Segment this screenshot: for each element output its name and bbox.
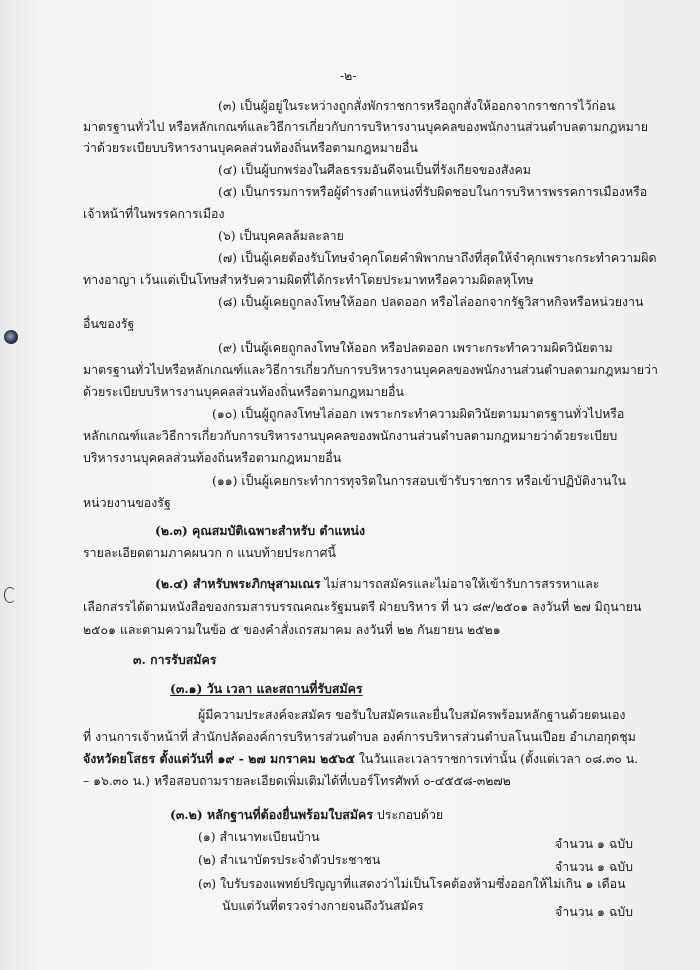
section-3-1-line-3-rest: ในวันและเวลาราชการเท่านั้น (ตั้งแต่เวลา ๐๘.๓๐ น. [354,751,639,766]
doc-item-1-label: (๑) สำเนาทะเบียนบ้าน [198,829,320,844]
section-3-2-heading-rest: ประกอบด้วย [372,807,444,822]
section-3-2-line-1 [170,807,443,823]
section-3-1-line-3 [83,751,638,767]
doc-item-2-copies: จำนวน ๑ ฉบับ [555,859,634,874]
section-3-1-line-1: ผู้มีความประสงค์จะสมัคร ขอรับใบสมัครและยื่นใบสมัครพร้อมหลักฐานด้วยตนเอง [198,707,626,722]
doc-item-3-copies: จำนวน ๑ ฉบับ [555,904,634,919]
item-5-line-2: เจ้าหน้าที่ในพรรคการเมือง [83,206,225,221]
item-6-line-1: (๖) เป็นบุคคลล้มละลาย [218,228,344,243]
item-3-line-1: (๓) เป็นผู้อยู่ในระหว่างถูกสั่งพักราชการหรือถูกสั่งให้ออกจากราชการไว้ก่อน [218,98,615,113]
item-9-line-3: ด้วยระเบียบบริหารงานบุคคลส่วนท้องถิ่นหรือตามกฎหมายอื่น [83,384,404,399]
section-2-3-body: รายละเอียดตามภาคผนวก ก แนบท้ายประกาศนี้ [83,545,336,560]
section-2-4-line-1-rest: ไม่สามารถสมัครและไม่อาจให้เข้ารับการสรรหาและ [320,576,600,591]
item-11-line-1: (๑๑) เป็นผู้เคยกระทำการทุจริตในการสอบเข้ารับราชการ หรือเข้าปฏิบัติงานใน [212,473,626,488]
section-3-heading: ๓. การรับสมัคร [133,652,217,667]
section-2-4-line-1 [155,576,599,592]
item-3-line-3: ว่าด้วยระเบียบบริหารงานบุคคลส่วนท้องถิ่นหรือตามกฎหมายอื่น [83,140,418,155]
item-7-line-1: (๗) เป็นผู้เคยต้องรับโทษจำคุกโดยคำพิพากษาถึงที่สุดให้จำคุกเพราะกระทำความผิด [218,250,657,265]
item-7-line-2: ทางอาญา เว้นแต่เป็นโทษสำหรับความผิดที่ได้กระทำโดยประมาทหรือความผิดลหุโทษ [83,272,534,287]
section-3-1-heading: (๓.๑) วัน เวลา และสถานที่รับสมัคร [170,681,363,696]
item-8-line-1: (๘) เป็นผู้เคยถูกลงโทษให้ออก ปลดออก หรือไล่ออกจากรัฐวิสาหกิจหรือหน่วยงาน [218,294,644,309]
item-11-line-2: หน่วยงานของรัฐ [83,495,171,510]
section-3-1-line-4: – ๑๖.๓๐ น.) หรือสอบถามรายละเอียดเพิ่มเติมได้ที่เบอร์โทรศัพท์ ๐-๔๕๕๘-๓๒๗๒ [83,773,511,788]
item-9-line-1: (๙) เป็นผู้เคยถูกลงโทษให้ออก หรือปลดออก เพราะกระทำความผิดวินัยตาม [218,340,613,355]
punch-hole-outline [4,587,16,603]
item-10-line-2: หลักเกณฑ์และวิธีการเกี่ยวกับการบริหารงานบุคคลของพนักงานส่วนตำบลตามกฎหมายว่าด้วยระเบียบ [83,428,618,443]
section-3-2-heading: (๓.๒) หลักฐานที่ต้องยื่นพร้อมใบสมัคร [170,807,373,822]
section-3-1-line-2: ที่ งานการเจ้าหน้าที่ สำนักปลัดองค์การบริหารส่วนตำบล องค์การบริหารส่วนตำบลโนนเปือย อำเภอกุดชุม [83,729,636,744]
item-3-line-2: มาตรฐานทั่วไป หรือหลักเกณฑ์และวิธีการเกี่ยวกับการบริหารงานบุคคลของพนักงานส่วนตำบลตามกฎหมาย [83,119,648,134]
item-10-line-1: (๑๐) เป็นผู้ถูกลงโทษไล่ออก เพราะกระทำความผิดวินัยตามมาตรฐานทั่วไปหรือ [212,406,625,421]
item-10-line-3: บริหารงานบุคคลส่วนท้องถิ่นหรือตามกฎหมายอื่น [83,450,342,465]
doc-item-3-label: (๓) ใบรับรองแพทย์ปริญญาที่แสดงว่าไม่เป็นโรคต้องห้ามซึ่งออกให้ไม่เกิน ๑ เดือน [198,876,626,891]
item-8-line-2: อื่นของรัฐ [83,316,135,331]
section-2-4-heading: (๒.๔) สำหรับพระภิกษุสามเณร [155,576,321,591]
punch-hole-mark [4,330,18,344]
section-2-4-line-2: เลือกสรรได้ตามหนังสือของกรมสารบรรณคณะรัฐมนตรี ฝ่ายบริหาร ที่ นว ๘๙/๒๕๐๑ ลงวันที่ ๒๗ มิถุนายน [83,599,642,614]
doc-item-1-copies: จำนวน ๑ ฉบับ [555,836,634,851]
item-5-line-1: (๕) เป็นกรรมการหรือผู้ดำรงตำแหน่งที่รับผิดชอบในการบริหารพรรคการเมืองหรือ [218,184,648,199]
doc-item-2-label: (๒) สำเนาบัตรประจำตัวประชาชน [198,852,381,867]
item-4-line-1: (๔) เป็นผู้บกพร่องในศีลธรรมอันดีจนเป็นที่รังเกียจของสังคม [218,162,531,177]
section-3-1-dates: จังหวัดยโสธร ตั้งแต่วันที่ ๑๙ - ๒๗ มกราคม ๒๕๖๕ [83,751,355,766]
item-9-line-2: มาตรฐานทั่วไปหรือหลักเกณฑ์และวิธีการเกี่ยวกับการบริหารงานบุคคลของพนักงานส่วนตำบลตามกฎหมายว่า [83,362,658,377]
page-number: -๒- [340,68,357,83]
section-2-4-line-3: ๒๕๐๑ และตามความในข้อ ๕ ของคำสั่งเถรสมาคม ลงวันที่ ๒๒ กันยายน ๒๕๒๑ [83,622,501,637]
doc-item-3-label-cont: นับแต่วันที่ตรวจร่างกายจนถึงวันสมัคร [222,898,424,913]
section-2-3-heading: (๒.๓) คุณสมบัติเฉพาะสำหรับ ตำแหน่ง [155,523,366,538]
